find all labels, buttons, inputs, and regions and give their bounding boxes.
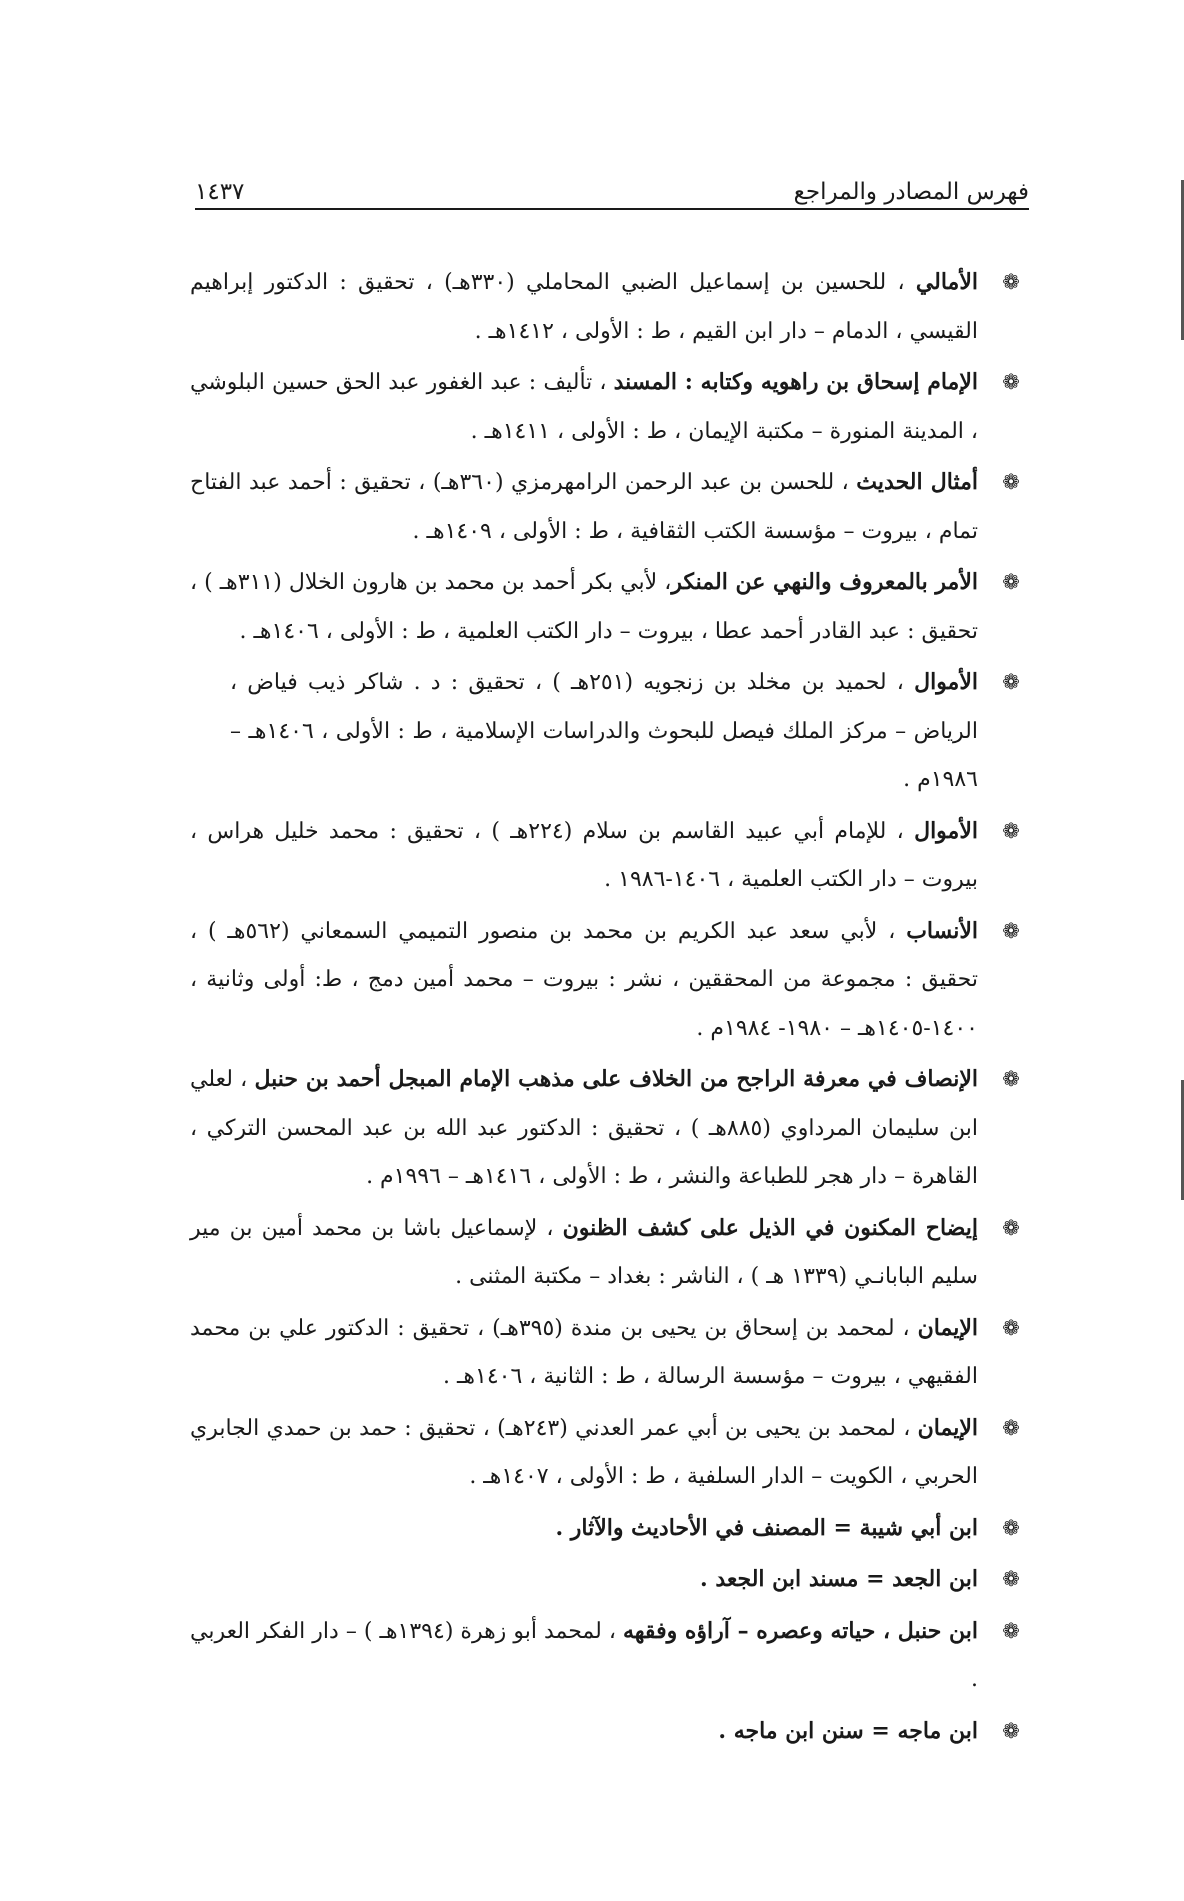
entry-title: ابن الجعد = مسند ابن الجعد . [700, 1566, 978, 1592]
flower-ornament-icon: ❁ [1002, 1718, 1020, 1743]
entry-text: ، لمحمد بن إسحاق بن يحيى بن مندة (٣٩٥هـ) ، تحقيق : الدكتور علي بن محمد الفقيهي ، بيروت – مؤسسة الرسالة ، ط : الثانية ، ١٤٠٦هـ . [190, 1315, 978, 1389]
entry-title: ابن حنبل ، حياته وعصره – آراؤه وفقهه [623, 1617, 979, 1644]
entry-title: الإمام إسحاق بن راهويه وكتابه : المسند [613, 369, 978, 395]
bibliography-entry [190, 907, 1026, 1054]
flower-ornament-icon: ❁ [1002, 1567, 1020, 1591]
flower-ornament-icon: ❁ [1002, 1315, 1020, 1340]
bibliography-entry [230, 658, 1026, 805]
running-head [195, 166, 1029, 204]
flower-ornament-icon: ❁ [1002, 918, 1020, 943]
bibliography-entry [190, 1607, 1026, 1705]
page-number: ١٤٣٧ [195, 179, 245, 205]
entry-text: ، لإسماعيل باشا بن محمد أمين بن مير سليم البابانـي (١٣٣٩ هـ ) ، الناشر : بغداد – مكتبة المثنى . [190, 1215, 978, 1289]
entry-title: ابن أبي شيبة = المصنف في الأحاديث والآثار . [555, 1514, 978, 1541]
bibliography-entry [190, 1055, 1026, 1202]
bibliography-entry [190, 1304, 1026, 1402]
flower-ornament-icon: ❁ [1002, 570, 1020, 594]
flower-ornament-icon: ❁ [1002, 1515, 1020, 1540]
entry-title: الأموال [914, 817, 978, 844]
flower-ornament-icon: ❁ [1002, 270, 1020, 294]
entry-title: الإيمان [917, 1414, 979, 1441]
flower-ornament-icon: ❁ [1002, 818, 1020, 843]
entry-title: الأمر بالمعروف والنهي عن المنكر [671, 569, 978, 595]
bibliography-entry [190, 1404, 1026, 1502]
flower-ornament-icon: ❁ [1002, 1618, 1020, 1643]
bibliography-entry [190, 458, 1026, 556]
bibliography-entry [190, 558, 1026, 656]
entry-text: ، لعلي ابن سليمان المرداوي (٨٨٥هـ ) ، تحقيق : الدكتور عبد الله بن عبد المحسن التركي ، القاهرة – دار هجر للطباعة والنشر ، ط : الأولى ، ١٤١٦هـ – ١٩٩٦م . [190, 1067, 978, 1189]
entry-title: أمثال الحديث [856, 469, 978, 495]
header-rule [195, 208, 1029, 210]
bibliography-entry [190, 358, 1026, 456]
entry-text: ، لأبي بكر أحمد بن محمد بن هارون الخلال (٣١١هـ ) ، تحقيق : عبد القادر أحمد عطا ، بيروت – دار الكتب العلمية ، ط : الأولى ، ١٤٠٦هـ . [190, 570, 978, 644]
entry-title: الأنساب [906, 917, 979, 944]
flower-ornament-icon: ❁ [1002, 1067, 1020, 1091]
entry-text: ، لمحمد بن يحيى بن أبي عمر العدني (٢٤٣هـ) ، تحقيق : حمد بن حمدي الجابري الحربي ، الكويت – الدار السلفية ، ط : الأولى ، ١٤٠٧هـ . [190, 1415, 978, 1489]
entry-text: ، لأبي سعد عبد الكريم بن محمد بن منصور التميمي السمعاني (٥٦٢هـ ) ، تحقيق : مجموعة من المحققين ، نشر : بيروت – محمد أمين دمج ، ط: أولى وثانية ، ١٤٠٠-١٤٠٥هـ – ١٩٨٠- ١٩٨٤م . [190, 918, 978, 1041]
entry-text: ، للإمام أبي عبيد القاسم بن سلام (٢٢٤هـ ) ، تحقيق : محمد خليل هراس ، بيروت – دار الكتب العلمية ، ١٤٠٦-١٩٨٦ . [190, 818, 978, 892]
entry-title: الإنصاف في معرفة الراجح من الخلاف على مذهب الإمام المبجل أحمد بن حنبل [254, 1066, 978, 1092]
entry-text: ، تأليف : عبد الغفور عبد الحق حسين البلوشي ، المدينة المنورة – مكتبة الإيمان ، ط : الأولى ، ١٤١١هـ . [190, 370, 978, 444]
flower-ornament-icon: ❁ [1002, 370, 1020, 394]
entry-text: ، للحسن بن عبد الرحمن الرامهرمزي (٣٦٠هـ) ، تحقيق : أحمد عبد الفتاح تمام ، بيروت – مؤسسة الكتب الثقافية ، ط : الأولى ، ١٤٠٩هـ . [190, 470, 978, 544]
bibliography-entry [190, 1707, 1026, 1757]
entry-text: ، لمحمد أبو زهرة (١٣٩٤هـ ) – دار الفكر العربي . [190, 1618, 978, 1692]
flower-ornament-icon: ❁ [1002, 470, 1020, 494]
bibliography-list [190, 258, 1026, 1758]
bibliography-entry [190, 258, 1026, 356]
entry-title: ابن ماجه = سنن ابن ماجه . [718, 1717, 978, 1744]
entry-title: الأمالي [915, 269, 978, 295]
bibliography-entry [190, 807, 1026, 905]
entry-text: ، لحميد بن مخلد بن زنجويه (٢٥١هـ ) ، تحقيق : د . شاكر ذيب فياض ، الرياض – مركز الملك فيصل للبحوث والدراسات الإسلامية ، ط : الأولى ، ١٤٠٦هـ – ١٩٨٦م . [230, 670, 978, 792]
section-title: فهرس المصادر والمراجع [793, 179, 1029, 205]
entry-text: ، للحسين بن إسماعيل الضبي المحاملي (٣٣٠هـ) ، تحقيق : الدكتور إبراهيم القيسي ، الدمام – دار ابن القيم ، ط : الأولى ، ١٤١٢هـ . [190, 270, 978, 344]
bibliography-entry [190, 1504, 1026, 1554]
flower-ornament-icon: ❁ [1002, 1415, 1020, 1440]
entry-title: الإيمان [917, 1314, 978, 1341]
entry-title: الأموال [914, 669, 978, 695]
bibliography-entry [190, 1555, 1026, 1605]
flower-ornament-icon: ❁ [1002, 670, 1020, 694]
flower-ornament-icon: ❁ [1002, 1215, 1020, 1240]
entry-title: إيضاح المكنون في الذيل على كشف الظنون [562, 1214, 978, 1241]
bibliography-entry [190, 1204, 1026, 1302]
